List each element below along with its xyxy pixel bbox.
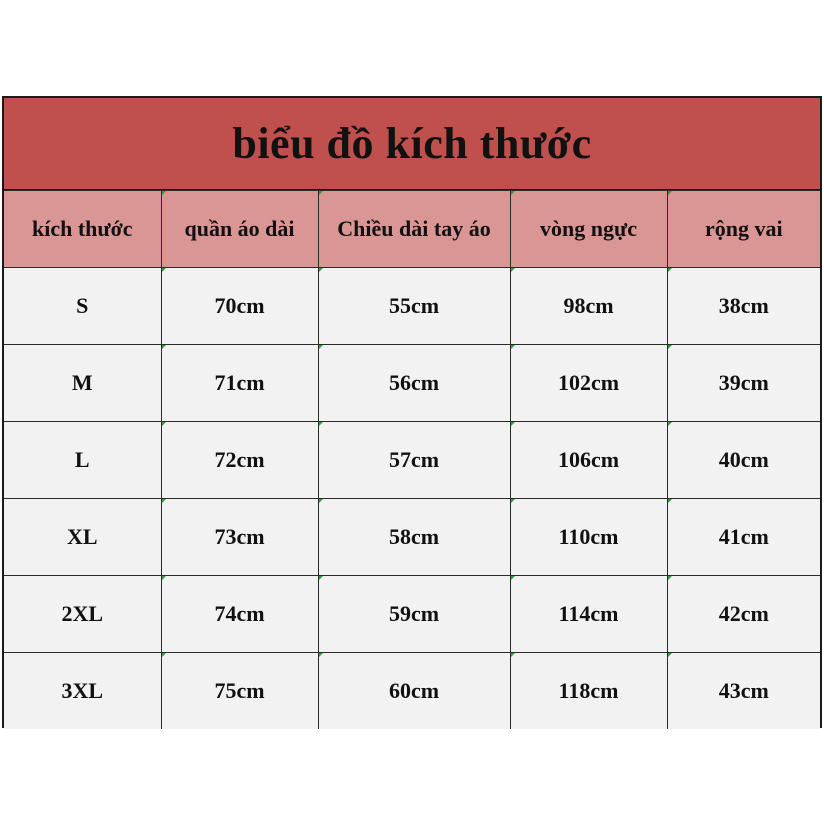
cell-corner-marker	[319, 345, 323, 349]
length-cell: 72cm	[161, 422, 318, 499]
cell-corner-marker	[319, 422, 323, 426]
cell-corner-marker	[511, 499, 515, 503]
chest-cell: 102cm	[510, 345, 667, 422]
shoulder-cell: 38cm	[667, 268, 820, 345]
shoulder-cell: 42cm	[667, 576, 820, 653]
cell-corner-marker	[319, 576, 323, 580]
sleeve-cell: 60cm	[318, 653, 510, 730]
table-row	[4, 576, 820, 653]
cell-corner-marker	[511, 191, 515, 195]
cell-corner-marker	[668, 191, 672, 195]
table-row	[4, 653, 820, 730]
cell-corner-marker	[319, 499, 323, 503]
sleeve-cell: 57cm	[318, 422, 510, 499]
sleeve-cell: 56cm	[318, 345, 510, 422]
cell-corner-marker	[511, 268, 515, 272]
shoulder-cell: 39cm	[667, 345, 820, 422]
length-cell: 74cm	[161, 576, 318, 653]
chest-cell: 110cm	[510, 499, 667, 576]
header-length: quần áo dài	[161, 191, 318, 268]
length-cell: 73cm	[161, 499, 318, 576]
table-row	[4, 268, 820, 345]
length-cell: 70cm	[161, 268, 318, 345]
cell-corner-marker	[162, 576, 166, 580]
length-cell: 75cm	[161, 653, 318, 730]
size-cell: XL	[4, 499, 161, 576]
size-cell: 2XL	[4, 576, 161, 653]
size-table	[4, 190, 820, 729]
size-cell: M	[4, 345, 161, 422]
chest-cell: 114cm	[510, 576, 667, 653]
cell-corner-marker	[162, 191, 166, 195]
cell-corner-marker	[319, 191, 323, 195]
header-chest: vòng ngực	[510, 191, 667, 268]
table-row	[4, 422, 820, 499]
chest-cell: 106cm	[510, 422, 667, 499]
cell-corner-marker	[162, 422, 166, 426]
cell-corner-marker	[319, 653, 323, 657]
table-row	[4, 345, 820, 422]
sleeve-cell: 55cm	[318, 268, 510, 345]
header-row	[4, 191, 820, 268]
shoulder-cell: 43cm	[667, 653, 820, 730]
size-cell: L	[4, 422, 161, 499]
table-row	[4, 499, 820, 576]
size-cell: S	[4, 268, 161, 345]
chart-title: biểu đồ kích thước	[4, 98, 820, 190]
cell-corner-marker	[668, 268, 672, 272]
cell-corner-marker	[511, 653, 515, 657]
cell-corner-marker	[162, 268, 166, 272]
cell-corner-marker	[162, 653, 166, 657]
header-shoulder: rộng vai	[667, 191, 820, 268]
chest-cell: 98cm	[510, 268, 667, 345]
cell-corner-marker	[668, 576, 672, 580]
sleeve-cell: 58cm	[318, 499, 510, 576]
shoulder-cell: 41cm	[667, 499, 820, 576]
cell-corner-marker	[319, 268, 323, 272]
size-cell: 3XL	[4, 653, 161, 730]
chest-cell: 118cm	[510, 653, 667, 730]
cell-corner-marker	[511, 345, 515, 349]
cell-corner-marker	[511, 576, 515, 580]
shoulder-cell: 40cm	[667, 422, 820, 499]
header-size: kích thước	[4, 191, 161, 268]
cell-corner-marker	[162, 499, 166, 503]
cell-corner-marker	[668, 345, 672, 349]
length-cell: 71cm	[161, 345, 318, 422]
cell-corner-marker	[668, 499, 672, 503]
cell-corner-marker	[668, 653, 672, 657]
cell-corner-marker	[162, 345, 166, 349]
header-sleeve-length: Chiều dài tay áo	[318, 191, 510, 268]
sleeve-cell: 59cm	[318, 576, 510, 653]
cell-corner-marker	[511, 422, 515, 426]
size-chart	[2, 96, 822, 728]
cell-corner-marker	[668, 422, 672, 426]
